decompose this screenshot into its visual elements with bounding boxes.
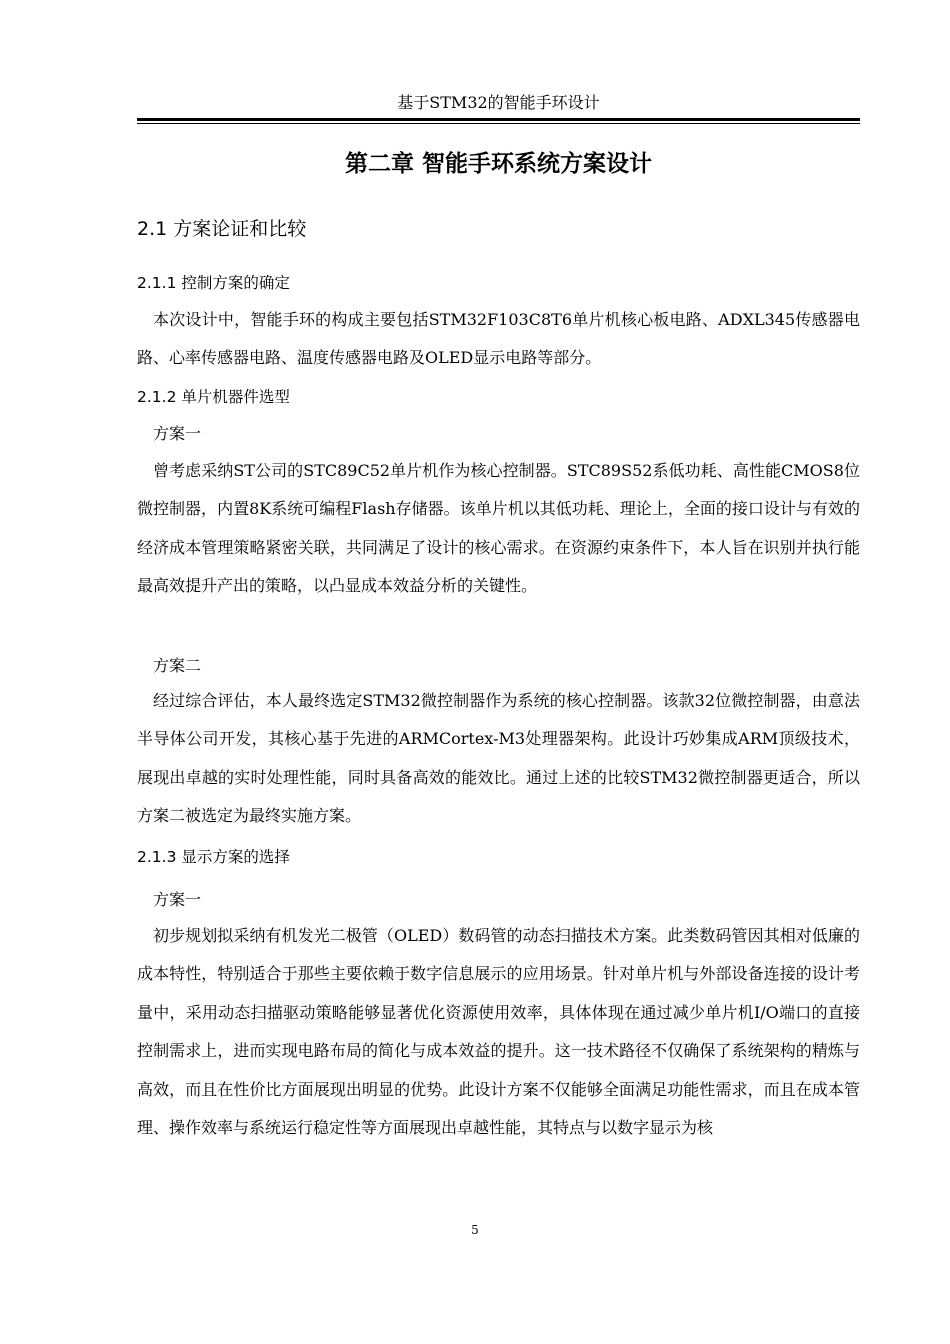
section-heading-2-1-3: 2.1.3 显示方案的选择 [137, 848, 290, 866]
paragraph-mcu-plan-2: 经过综合评估，本人最终选定STM32微控制器作为系统的核心控制器。该款32位微控制器，由意法半导体公司开发，其核心基于先进的ARMCortex-M3处理器架构。此设计巧妙集成ARM顶级技术，展现出卓越的实时处理性能，同时具备高效的能效比。通过上述的比较STM32微控制器更适合，所以方案二被选定为最终实施方案。 [137, 691, 860, 826]
section-heading-2-1-1: 2.1.1 控制方案的确定 [137, 274, 290, 292]
section-heading-2-1: 2.1 方案论证和比较 [137, 218, 307, 240]
running-header: 基于STM32的智能手环设计 [397, 93, 600, 112]
paragraph-display-plan-1: 初步规划拟采纳有机发光二极管（OLED）数码管的动态扫描技术方案。此类数码管因其相对低廉的成本特性，特别适合于那些主要依赖于数字信息展示的应用场景。针对单片机与外部设备连接的设计考量中，采用动态扫描驱动策略能够显著优化资源使用效率，具体体现在通过减少单片机I/O端口的直接控制需求上，进而实现电路布局的简化与成本效益的提升。这一技术路径不仅确保了系统架构的精炼与高效，而且在性价比方面展现出明显的优势。此设计方案不仅能够全面满足功能性需求，而且在成本管理、操作效率与系统运行稳定性等方面展现出卓越性能，其特点与以数字显示为核 [137, 926, 860, 1138]
plan-label: 方案一 [153, 424, 202, 443]
paragraph-control-plan: 本次设计中，智能手环的构成主要包括STM32F103C8T6单片机核心板电路、ADXL345传感器电路、心率传感器电路、温度传感器电路及OLED显示电路等部分。 [137, 310, 860, 368]
section-heading-2-1-2: 2.1.2 单片机器件选型 [137, 388, 290, 406]
page-number: 5 [471, 1223, 479, 1237]
plan-label: 方案一 [153, 890, 202, 909]
chapter-title: 第二章 智能手环系统方案设计 [344, 151, 652, 177]
header-rule-thin [137, 123, 860, 124]
plan-label: 方案二 [153, 656, 202, 675]
paragraph-mcu-plan-1: 曾考虑采纳ST公司的STC89C52单片机作为核心控制器。STC89S52系低功耗、高性能CMOS8位微控制器，内置8K系统可编程Flash存储器。该单片机以其低功耗、理论上，全面的接口设计与有效的经济成本管理策略紧密关联，共同满足了设计的核心需求。在资源约束条件下，本人旨在识别并执行能最高效提升产出的策略，以凸显成本效益分析的关键性。 [137, 461, 860, 596]
header-rule-thick [137, 118, 860, 121]
